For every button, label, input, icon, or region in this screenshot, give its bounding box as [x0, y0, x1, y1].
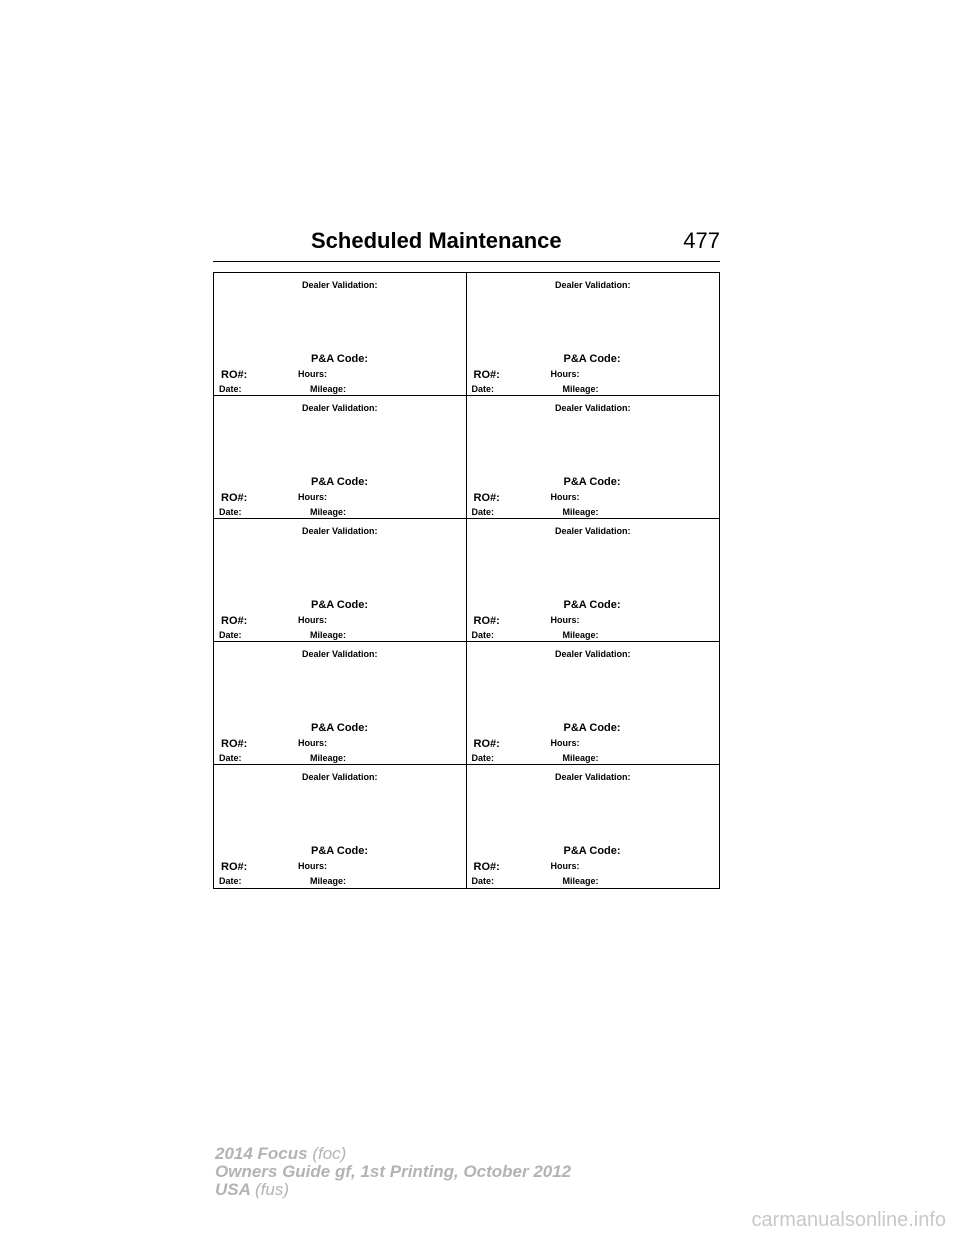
ro-number-label: RO#:	[221, 369, 248, 381]
footer-market: USA	[215, 1180, 251, 1199]
ro-number-label: RO#:	[221, 615, 248, 627]
dealer-validation-label: Dealer Validation:	[554, 403, 631, 413]
pa-code-label: P&A Code:	[563, 845, 621, 857]
watermark: carmanualsonline.info	[751, 1209, 946, 1231]
mileage-label: Mileage:	[310, 630, 347, 640]
date-label: Date:	[471, 507, 495, 517]
mileage-label: Mileage:	[310, 876, 347, 886]
mileage-label: Mileage:	[562, 753, 599, 763]
footer-line-3	[215, 1181, 571, 1199]
ro-number-label: RO#:	[473, 738, 500, 750]
pa-code-label: P&A Code:	[563, 353, 621, 365]
dealer-validation-label: Dealer Validation:	[301, 526, 378, 536]
date-label: Date:	[219, 876, 242, 886]
validation-box	[214, 273, 467, 396]
pa-code-label: P&A Code:	[563, 599, 621, 611]
ro-number-label: RO#:	[221, 738, 248, 750]
hours-label: Hours:	[298, 492, 327, 502]
dealer-validation-grid	[213, 272, 720, 889]
date-label: Date:	[471, 384, 495, 394]
document-footer	[215, 1145, 571, 1199]
mileage-label: Mileage:	[562, 876, 599, 886]
pa-code-label: P&A Code:	[563, 722, 621, 734]
date-label: Date:	[219, 753, 242, 763]
dealer-validation-label: Dealer Validation:	[554, 280, 631, 290]
validation-box	[467, 396, 720, 519]
date-label: Date:	[219, 384, 242, 394]
mileage-label: Mileage:	[310, 753, 347, 763]
hours-label: Hours:	[298, 615, 327, 625]
dealer-validation-label: Dealer Validation:	[301, 403, 378, 413]
hours-label: Hours:	[298, 369, 327, 379]
ro-number-label: RO#:	[221, 861, 248, 873]
footer-model: 2014 Focus	[215, 1144, 308, 1163]
page-header	[213, 228, 720, 260]
mileage-label: Mileage:	[310, 384, 347, 394]
validation-box	[214, 519, 467, 642]
pa-code-label: P&A Code:	[311, 476, 369, 488]
hours-label: Hours:	[298, 738, 327, 748]
dealer-validation-label: Dealer Validation:	[554, 772, 631, 782]
footer-line-2: Owners Guide gf, 1st Printing, October 2012	[215, 1162, 572, 1181]
ro-number-label: RO#:	[473, 369, 500, 381]
mileage-label: Mileage:	[562, 384, 599, 394]
ro-number-label: RO#:	[473, 861, 500, 873]
dealer-validation-label: Dealer Validation:	[301, 649, 378, 659]
ro-number-label: RO#:	[473, 615, 500, 627]
date-label: Date:	[471, 630, 495, 640]
validation-box	[467, 642, 720, 765]
page-title: Scheduled Maintenance	[311, 228, 562, 253]
pa-code-label: P&A Code:	[563, 476, 621, 488]
hours-label: Hours:	[550, 492, 580, 502]
validation-box	[467, 765, 720, 888]
validation-box	[214, 396, 467, 519]
footer-line-1	[215, 1145, 571, 1163]
validation-box	[467, 519, 720, 642]
mileage-label: Mileage:	[562, 630, 599, 640]
hours-label: Hours:	[550, 615, 580, 625]
ro-number-label: RO#:	[473, 492, 500, 504]
date-label: Date:	[471, 876, 495, 886]
hours-label: Hours:	[550, 738, 580, 748]
pa-code-label: P&A Code:	[311, 845, 369, 857]
mileage-label: Mileage:	[562, 507, 599, 517]
mileage-label: Mileage:	[310, 507, 347, 517]
dealer-validation-label: Dealer Validation:	[301, 772, 378, 782]
date-label: Date:	[471, 753, 495, 763]
dealer-validation-label: Dealer Validation:	[554, 526, 631, 536]
page-number: 477	[683, 228, 720, 253]
hours-label: Hours:	[298, 861, 327, 871]
validation-box	[214, 642, 467, 765]
pa-code-label: P&A Code:	[311, 599, 369, 611]
header-rule	[213, 261, 720, 262]
date-label: Date:	[219, 507, 242, 517]
hours-label: Hours:	[550, 861, 580, 871]
validation-box	[214, 765, 467, 888]
ro-number-label: RO#:	[221, 492, 248, 504]
dealer-validation-label: Dealer Validation:	[554, 649, 631, 659]
hours-label: Hours:	[550, 369, 580, 379]
dealer-validation-label: Dealer Validation:	[301, 280, 378, 290]
footer-model-code: (foc)	[312, 1144, 347, 1163]
footer-market-code: (fus)	[255, 1180, 289, 1199]
validation-box	[467, 273, 720, 396]
pa-code-label: P&A Code:	[311, 722, 369, 734]
pa-code-label: P&A Code:	[311, 353, 369, 365]
date-label: Date:	[219, 630, 242, 640]
